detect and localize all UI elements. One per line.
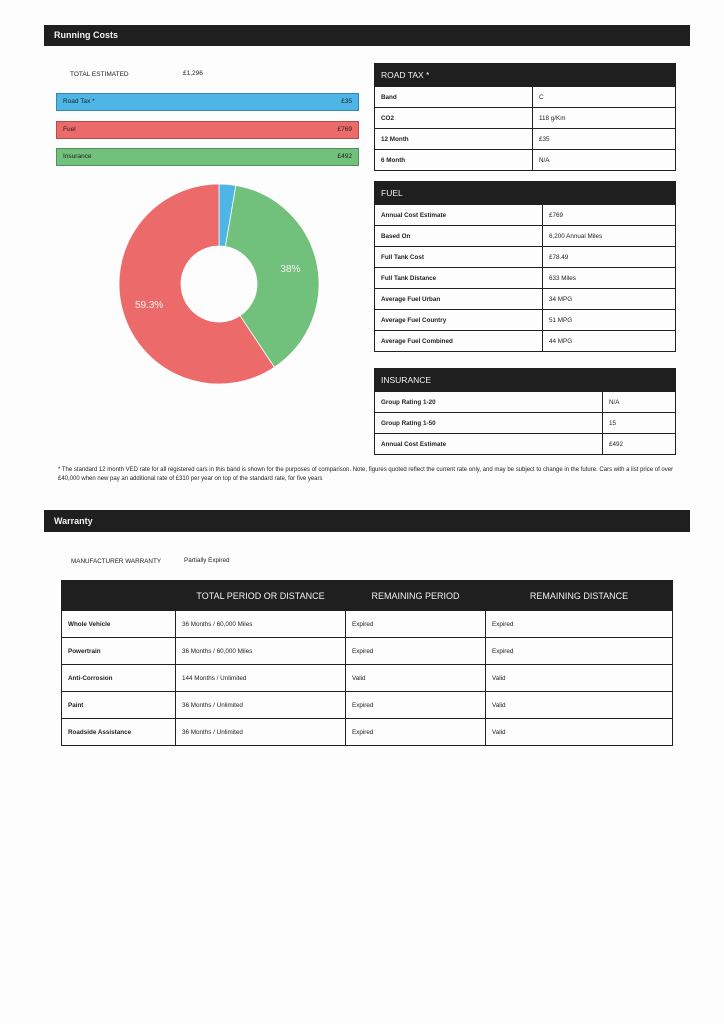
row-value: £769 (543, 205, 676, 226)
running-costs-donut-chart (118, 182, 320, 386)
row-value: £492 (603, 434, 676, 455)
insurance-table-title: INSURANCE (375, 369, 676, 392)
table-row (375, 108, 676, 129)
row-value: 15 (603, 413, 676, 434)
row-key: Average Fuel Country (375, 310, 543, 331)
row-key: Average Fuel Combined (375, 331, 543, 352)
table-row (375, 413, 676, 434)
warranty-total: 144 Months / Unlimited (176, 665, 346, 692)
road-tax-footnote: * The standard 12 month VED rate for all registered cars in this band is shown for the purposes of comparison. Note, figures quoted reflect the current rate only, and may be subject to change in the future. Cars with a list price of over £40,000 when new pay an additional rate of £310 per year on top of the standard rate, for five years (58, 467, 674, 482)
table-row (375, 205, 676, 226)
road-tax-bar-label: Road Tax * (63, 98, 95, 105)
warranty-remaining-period: Valid (346, 665, 486, 692)
warranty-remaining-distance: Expired (486, 611, 673, 638)
row-value: 51 MPG (543, 310, 676, 331)
row-value: C (533, 87, 676, 108)
warranty-item-name: Whole Vehicle (62, 611, 176, 638)
row-value: £35 (533, 129, 676, 150)
row-key: Group Rating 1-20 (375, 392, 603, 413)
row-key: Full Tank Cost (375, 247, 543, 268)
table-row (62, 638, 673, 665)
table-row (375, 434, 676, 455)
row-value: N/A (533, 150, 676, 171)
row-value: 44 MPG (543, 331, 676, 352)
fuel-table (374, 181, 676, 352)
row-key: Based On (375, 226, 543, 247)
column-header-remaining-period: REMAINING PERIOD (346, 581, 486, 611)
warranty-item-name: Anti-Corrosion (62, 665, 176, 692)
row-key: Annual Cost Estimate (375, 434, 603, 455)
table-row (375, 247, 676, 268)
row-value: 6,200 Annual Miles (543, 226, 676, 247)
table-row (375, 150, 676, 171)
warranty-total: 36 Months / Unlimited (176, 719, 346, 746)
road-tax-cost-bar (56, 93, 359, 111)
warranty-table (61, 580, 673, 746)
road-tax-bar-value: £35 (341, 98, 352, 105)
column-header (62, 581, 176, 611)
column-header-remaining-distance: REMAINING DISTANCE (486, 581, 673, 611)
warranty-header: Warranty (44, 510, 690, 532)
row-key: Band (375, 87, 533, 108)
row-key: Group Rating 1-50 (375, 413, 603, 434)
table-row (375, 392, 676, 413)
row-value: 34 MPG (543, 289, 676, 310)
table-row (62, 665, 673, 692)
row-key: 12 Month (375, 129, 533, 150)
warranty-remaining-distance: Valid (486, 692, 673, 719)
row-key: CO2 (375, 108, 533, 129)
warranty-remaining-distance: Valid (486, 665, 673, 692)
warranty-total: 36 Months / 60,000 Miles (176, 611, 346, 638)
table-row (375, 87, 676, 108)
row-key: 6 Month (375, 150, 533, 171)
total-estimated-label: TOTAL ESTIMATED (70, 71, 129, 78)
manufacturer-warranty-label: MANUFACTURER WARRANTY (71, 558, 162, 565)
warranty-remaining-distance: Expired (486, 638, 673, 665)
donut-data-label: 59.3% (134, 300, 164, 312)
warranty-remaining-period: Expired (346, 611, 486, 638)
warranty-item-name: Paint (62, 692, 176, 719)
fuel-table-title: FUEL (375, 182, 676, 205)
table-row (62, 611, 673, 638)
row-value: £78.49 (543, 247, 676, 268)
warranty-item-name: Roadside Assistance (62, 719, 176, 746)
column-header-total: TOTAL PERIOD OR DISTANCE (176, 581, 346, 611)
warranty-remaining-period: Expired (346, 638, 486, 665)
warranty-table-header-row (62, 581, 673, 611)
insurance-table (374, 368, 676, 455)
table-row (62, 692, 673, 719)
warranty-total: 36 Months / 60,000 Miles (176, 638, 346, 665)
row-key: Full Tank Distance (375, 268, 543, 289)
insurance-bar-label: Insurance (63, 153, 92, 160)
total-estimated-value: £1,296 (183, 70, 203, 77)
road-tax-table (374, 63, 676, 171)
road-tax-table-title: ROAD TAX * (375, 64, 676, 87)
insurance-cost-bar (56, 148, 359, 166)
table-row (375, 268, 676, 289)
table-row (62, 719, 673, 746)
fuel-bar-label: Fuel (63, 126, 76, 133)
row-key: Annual Cost Estimate (375, 205, 543, 226)
fuel-cost-bar (56, 121, 359, 139)
table-row (375, 331, 676, 352)
row-key: Average Fuel Urban (375, 289, 543, 310)
table-row (375, 129, 676, 150)
fuel-bar-value: £769 (337, 126, 352, 133)
insurance-bar-value: £492 (337, 153, 352, 160)
warranty-remaining-distance: Valid (486, 719, 673, 746)
warranty-item-name: Powertrain (62, 638, 176, 665)
table-row (375, 310, 676, 331)
donut-data-label: 38% (280, 263, 301, 275)
table-row (375, 289, 676, 310)
running-costs-header: Running Costs (44, 25, 690, 46)
row-value: 118 g/Km (533, 108, 676, 129)
warranty-remaining-period: Expired (346, 719, 486, 746)
manufacturer-warranty-value: Partially Expired (184, 557, 230, 564)
warranty-remaining-period: Expired (346, 692, 486, 719)
row-value: N/A (603, 392, 676, 413)
row-value: 633 Miles (543, 268, 676, 289)
table-row (375, 226, 676, 247)
warranty-total: 36 Months / Unlimited (176, 692, 346, 719)
